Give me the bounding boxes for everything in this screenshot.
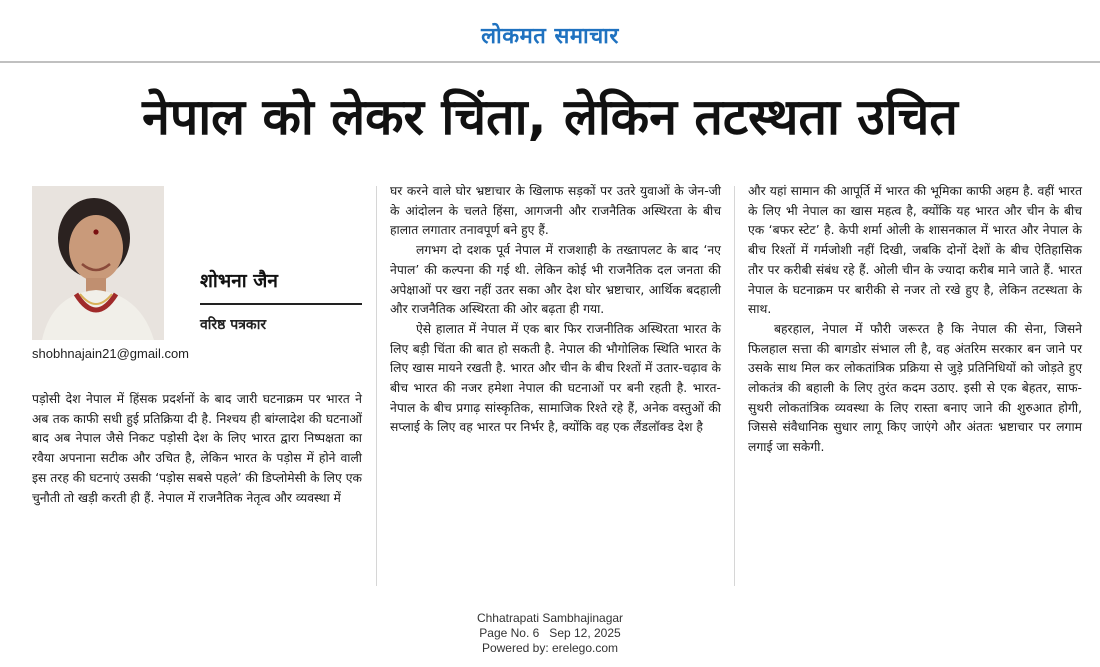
article-headline: नेपाल को लेकर चिंता, लेकिन तटस्थता उचित — [142, 88, 958, 146]
author-name: शोभना जैन — [200, 270, 278, 292]
masthead-divider — [0, 61, 1100, 63]
masthead — [0, 0, 1100, 64]
page-footer — [0, 611, 1100, 656]
paragraph: लगभग दो दशक पूर्व नेपाल में राजशाही के तख्तापलट के बाद ‘नए नेपाल’ की कल्पना की गई थी. लेकिन कोई भी राजनैतिक दल जनता की अपेक्षाओं पर खरा नहीं उतर सका और देश घोर भ्रष्टाचार, आर्थिक बदहाली और राजनैतिक अस्थिरता की ओर बढ़ता ही गया. — [390, 243, 721, 317]
article-body — [0, 178, 1100, 588]
column-2 — [390, 182, 721, 438]
paragraph: बहरहाल, नेपाल में फौरी जरूरत है कि नेपाल की सेना, जिसने फिलहाल सत्ता की बागडोर संभाल ली है, वह अंतरिम सरकार बन जाने पर उसके साथ मिल कर लोकतांत्रिक प्रक्रिया से जुड़े प्रतिनिधियों को जोड़ते हुए लोकतंत्र की बहाली के लिए तुरंत कदम उठाए. इसी से एक बेहतर, साफ-सुथरी लोकतांत्रिक व्यवस्था के लिए रास्ता बनाए जाने की शुरुआत होगी, जिससे संवैधानिक सुधार लागू किए जाएंगे और अंततः भ्रष्टाचार पर लगाम लगाई जा सकेगी. — [748, 321, 1082, 455]
paragraph: ऐसे हालात में नेपाल में एक बार फिर राजनीतिक अस्थिरता भारत के लिए बड़ी चिंता की बात हो सकती है. नेपाल की भौगोलिक स्थिति भारत के लिए खास मायने रखती है. भारत और चीन के बीच रिश्तों में उतार-चढ़ाव के बीच भारत की नजर हमेशा नेपाल की घटनाओं पर बनी रहती है. भारत-नेपाल के बीच प्रगाढ़ सांस्कृतिक, सामाजिक रिश्ते रहे हैं, अनेक वस्तुओं की सप्लाई के लिए वह भारत पर निर्भर है, क्योंकि वह एक लैंडलॉक्ड देश है — [390, 321, 721, 435]
author-byline — [32, 186, 362, 346]
column-divider — [734, 186, 735, 586]
footer-page-date: Page No. 6 Sep 12, 2025 — [479, 626, 621, 640]
paragraph: और यहां सामान की आपूर्ति में भारत की भूमिका काफी अहम है. वहीं भारत के लिए भी नेपाल का खास महत्व है, क्योंकि यह भारत और चीन के बीच एक ‘बफर स्टेट’ है. केपी शर्मा ओली के शासनकाल में भारत और नेपाल के बीच रिश्तों में गर्मजोशी नहीं दिखी, जबकि दोनों देशों के बीच ऐतिहासिक तौर पर करीबी संबंध रहे हैं. ओली चीन के ज्यादा करीब माने जाते हैं. भारत नेपाल के घटनाक्रम पर बारीकी से नजर तो रखे हुए है, लेकिन तटस्थता के साथ. — [748, 184, 1082, 317]
author-portrait-icon — [32, 186, 164, 340]
author-divider — [200, 303, 362, 305]
author-photo — [32, 186, 164, 340]
author-email: shobhnajain21@gmail.com — [32, 346, 190, 361]
paragraph: घर करने वाले घोर भ्रष्टाचार के खिलाफ सड़कों पर उतरे युवाओं के जेन-जी के आंदोलन के चलते हिंसा, आगजनी और राजनैतिक अस्थिरता के बीच हालात लगातार तनावपूर्ण बने हुए हैं. — [390, 184, 721, 238]
author-role: वरिष्ठ पत्रकार — [200, 317, 267, 333]
newspaper-logo: लोकमत समाचार — [481, 24, 619, 49]
footer-city: Chhatrapati Sambhajinagar — [476, 611, 624, 625]
column-divider — [376, 186, 377, 586]
footer-powered-by: Powered by: erelego.com — [481, 641, 619, 655]
paragraph: पड़ोसी देश नेपाल में हिंसक प्रदर्शनों के बाद जारी घटनाक्रम पर भारत ने अब तक काफी सधी हुई प्रतिक्रिया दी है. निश्चय ही बांग्लादेश की घटनाओं बाद अब नेपाल जैसे निकट पड़ोसी देश के लिए भारत द्वारा निष्पक्षता का रवैया अपनाना सटीक और उचित है, लेकिन भारत के पड़ोस में होने वाली इस तरह की घटनाएं उसकी ‘पड़ोस सबसे पहले’ की डिप्लोमेसी के लिए एक चुनौती तो खड़ी करती ही हैं. नेपाल में राजनैतिक नेतृत्व और व्यवस्था में — [32, 392, 362, 505]
column-3 — [748, 182, 1082, 458]
column-1-text — [32, 390, 362, 508]
